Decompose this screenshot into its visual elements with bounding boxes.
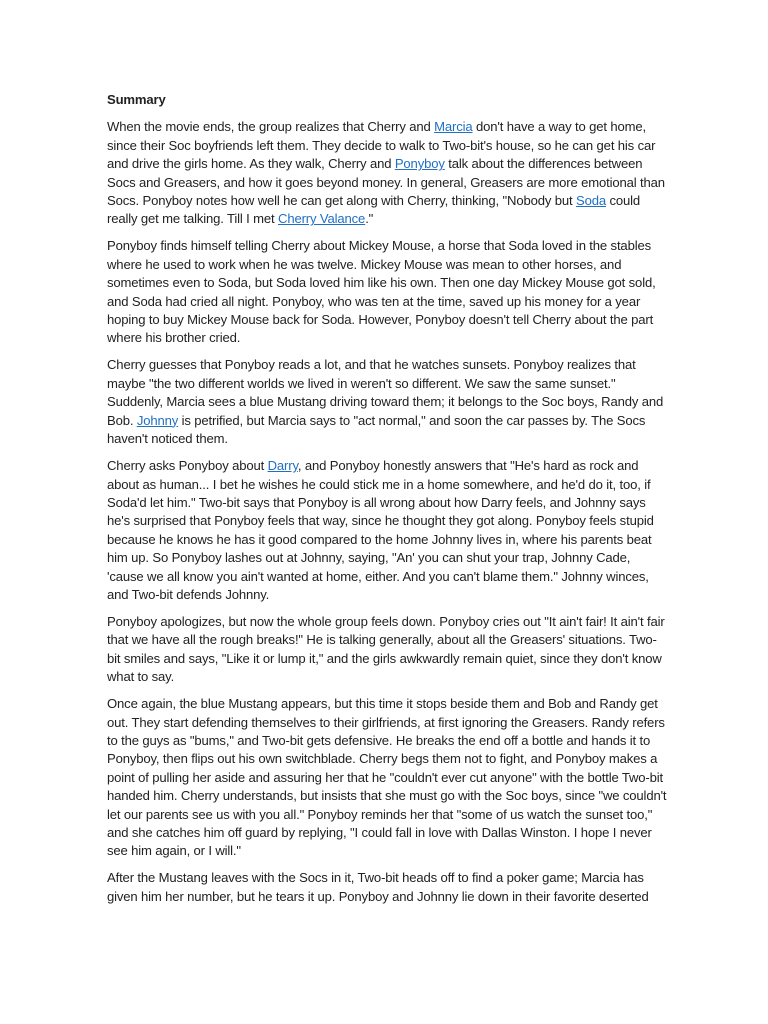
link-ponyboy[interactable]: Ponyboy (394, 156, 445, 172)
link-soda[interactable]: Soda (576, 193, 606, 209)
link-johnny[interactable]: Johnny (136, 412, 179, 428)
paragraph-1-text-4: could really get me talking. Till I met (107, 193, 641, 227)
paragraph-5: Ponyboy apologizes, but now the whole group feels down. Ponyboy cries out "It ain't fair! It ain't fair that we have all the rough breaks!" He is talking generally, about all the Greasers' situations. Two-bit smiles and says, "Like it or lump it," and the girls awkwardly remain quiet, since they don't know what to say. (107, 613, 665, 685)
paragraph-3 (107, 356, 667, 448)
paragraph-1-text-3: talk about the differences between Socs and Greasers, and how it goes beyond money. In general, Greasers are more emotional than Socs. Ponyboy notes how well he can get along with Cherry, thinking, "Nobody but (107, 156, 665, 209)
link-darry[interactable]: Darry (267, 458, 298, 474)
paragraph-1-text-2: don't have a way to get home, since their Soc boyfriends left them. They decide to walk to Two-bit's house, so he can get his car and drive the girls home. As they walk, Cherry and (107, 119, 656, 172)
document-page (107, 91, 667, 915)
paragraph-7: After the Mustang leaves with the Socs in it, Two-bit heads off to find a poker game; Marcia has given him her number, but he tears it up. Ponyboy and Johnny lie down in their favorite deserted (107, 870, 649, 904)
paragraph-4-text-2: , and Ponyboy honestly answers that "He's hard as rock and about as human... I bet he wishes he could stick me in a home somewhere, and he'd do it, too, if Soda'd let him." Two-bit says that Ponyboy is all wrong about how Darry feels, and Johnny says he's surprised that Ponyboy feels that way, since he thought they got along. Ponyboy feels stupid because he knows he has it good compared to the home Johnny lives in, where his parents beat him up. So Ponyboy lashes out at Johnny, saying, "An' you can shut your trap, Johnny Cade, 'cause we all know you ain't wanted at home, either. And you can't blame them." Johnny winces, and Two-bit defends Johnny. (107, 458, 654, 602)
paragraph-3-text-1: Cherry guesses that Ponyboy reads a lot, and that he watches sunsets. Ponyboy realizes that maybe "the two different worlds we lived in weren't so different. We saw the same sunset." Suddenly, Marcia sees a blue Mustang driving toward them; it belongs to the Soc boys, Randy and Bob. (107, 357, 664, 428)
paragraph-3-text-2: is petrified, but Marcia says to "act normal," and soon the car passes by. The Socs haven't noticed them. (107, 412, 646, 447)
paragraph-4-text-1: Cherry asks Ponyboy about (107, 458, 268, 474)
paragraph-2: Ponyboy finds himself telling Cherry about Mickey Mouse, a horse that Soda loved in the stables where he used to work when he was twelve. Mickey Mouse was mean to other horses, and sometimes even to Soda, but Soda loved him like his own. Then one day Mickey Mouse got sold, and Soda had cried all night. Ponyboy, who was ten at the time, saved up his money for a year hoping to buy Mickey Mouse back for Soda. However, Ponyboy doesn't tell Cherry about the part where his brother cried. (107, 238, 656, 346)
paragraph-6: Once again, the blue Mustang appears, but this time it stops beside them and Bob and Randy get out. They start defending themselves to their girlfriends, at first ignoring the Greasers. Randy refers to the guys as "bums," and Two-bit gets defensive. He breaks the end off a bottle and hands it to Ponyboy, then flips out his own switchblade. Cherry begs them not to fight, and Ponyboy makes a point of pulling her aside and assuring her that he "couldn't ever cut anyone" with the bottle Two-bit handed him. Cherry understands, but insists that she must go with the Soc boys, since "we couldn't let our parents see us with you all." Ponyboy reminds her that "some of us watch the sunset too," and she catches him off guard by replying, "I could fall in love with Dallas Winston. I hope I never see him again, or I will." (107, 696, 667, 859)
paragraph-1-text-1: When the movie ends, the group realizes that Cherry and (107, 119, 435, 135)
link-cherry-valance[interactable]: Cherry Valance (278, 211, 366, 227)
link-marcia[interactable]: Marcia (434, 119, 473, 135)
paragraph-1-text-5: ." (365, 211, 374, 227)
paragraph-4 (107, 457, 667, 604)
section-heading: Summary (107, 92, 166, 107)
paragraph-1 (107, 118, 667, 228)
